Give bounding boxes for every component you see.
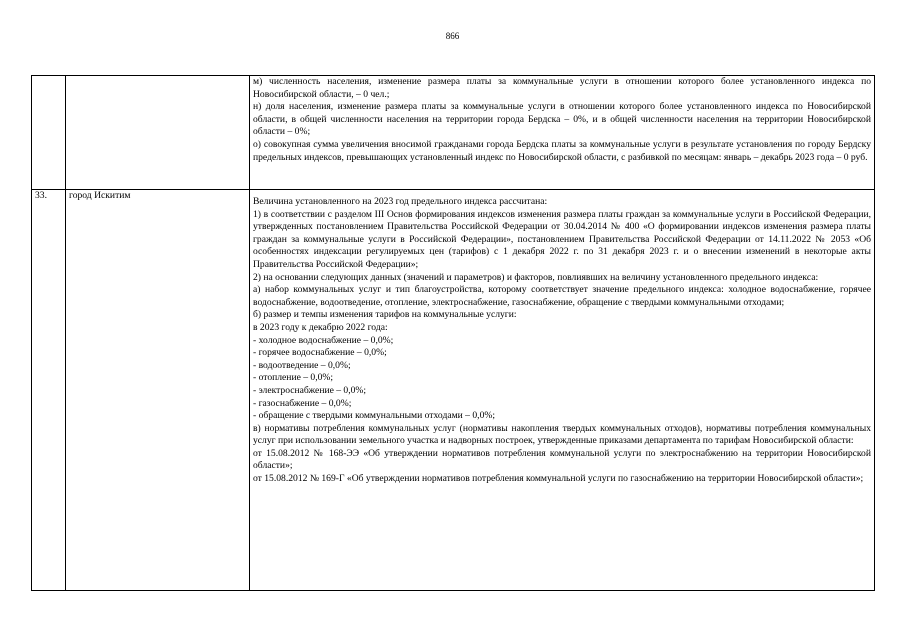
table-row <box>32 76 875 190</box>
paragraph: о) совокупная сумма увеличения вносимой гражданами города Бердска платы за коммунальные услуги в результате установления по городу Бердску предельных индексов, превышающих установленный индекс по Новосибирской области, с разбивкой по месяцам: январь – декабрь 2023 года – 0 руб. <box>253 138 871 163</box>
description-cell <box>250 76 875 190</box>
paragraph: в 2023 году к декабрю 2022 года: <box>253 321 388 333</box>
paragraph: Величина установленного на 2023 год предельного индекса рассчитана: <box>253 196 548 207</box>
municipality-cell <box>66 76 250 190</box>
paragraph: а) набор коммунальных услуг и тип благоустройства, которому соответствует значение предельного индекса: холодное водоснабжение, горячее водоснабжение, водоотведение, отопление, электроснабжение, газоснабжение, обращение с твердыми коммунальными отходами; <box>253 284 871 308</box>
paragraph: от 15.08.2012 № 168-ЭЭ «Об утверждении нормативов потребления коммунальной услуги по электроснабжению на территории Новосибирской области»; <box>253 447 871 472</box>
page-number: 866 <box>445 31 460 41</box>
row-number-cell: 33. <box>32 190 66 591</box>
paragraph: от 15.08.2012 № 169-Г «Об утверждении нормативов потребления коммунальной услуги по газоснабжению на территории Новосибирской области»; <box>253 473 864 485</box>
paragraph: 2) на основании следующих данных (значений и параметров) и факторов, повлиявших на величину установленного предельного индекса: <box>253 271 819 283</box>
paragraph: б) размер и темпы изменения тарифов на коммунальные услуги: <box>253 309 517 321</box>
paragraph: м) численность населения, изменение размера платы за коммунальные услуги в отношении которого более установленного индекса по Новосибирской области, – 0 чел.; <box>253 76 871 100</box>
paragraph: в) нормативы потребления коммунальных услуг (нормативы накопления твердых коммунальных отходов), нормативы потребления коммунальных услуг при использовании земельного участка и надворных построек, утвержденные приказами департамента по тарифам Новосибирской области: <box>253 422 871 447</box>
list-item: - горячее водоснабжение – 0,0%; <box>253 347 387 359</box>
municipality-cell: город Искитим <box>66 190 250 591</box>
list-item: - газоснабжение – 0,0%; <box>253 397 352 409</box>
paragraph: 1) в соответствии с разделом III Основ формирования индексов изменения размера платы граждан за коммунальные услуги в Российской Федерации, утвержденных постановлением Правительства Российской Федерации от 30.04.2014 № 400 «О формировании индексов изменения размера платы граждан за коммунальные услуги в Российской Федерации», постановлением Правительства Российской Федерации от 14.11.2022 № 2053 «Об особенностях индексации регулируемых цен (тарифов) с 1 декабря 2022 г. по 31 декабря 2023 г. и о внесении изменений в некоторые акты Правительства Российской Федерации»; <box>253 208 871 270</box>
description-cell <box>250 190 875 591</box>
document-table <box>31 75 875 591</box>
list-item: - электроснабжение – 0,0%; <box>253 384 367 396</box>
table-row <box>32 190 875 591</box>
row-number-cell <box>32 76 66 190</box>
list-item: - холодное водоснабжение – 0,0%; <box>253 334 394 346</box>
paragraph: н) доля населения, изменение размера платы за коммунальные услуги в отношении которого более установленного индекса по Новосибирской области, в общей численности населения на территории города Бердска – 0%, и в общей численности населения на территории Новосибирской области – 0%; <box>253 101 871 138</box>
list-item: - обращение с твердыми коммунальными отходами – 0,0%; <box>253 410 496 422</box>
list-item: - отопление – 0,0%; <box>253 372 334 384</box>
list-item: - водоотведение – 0,0%; <box>253 359 351 371</box>
